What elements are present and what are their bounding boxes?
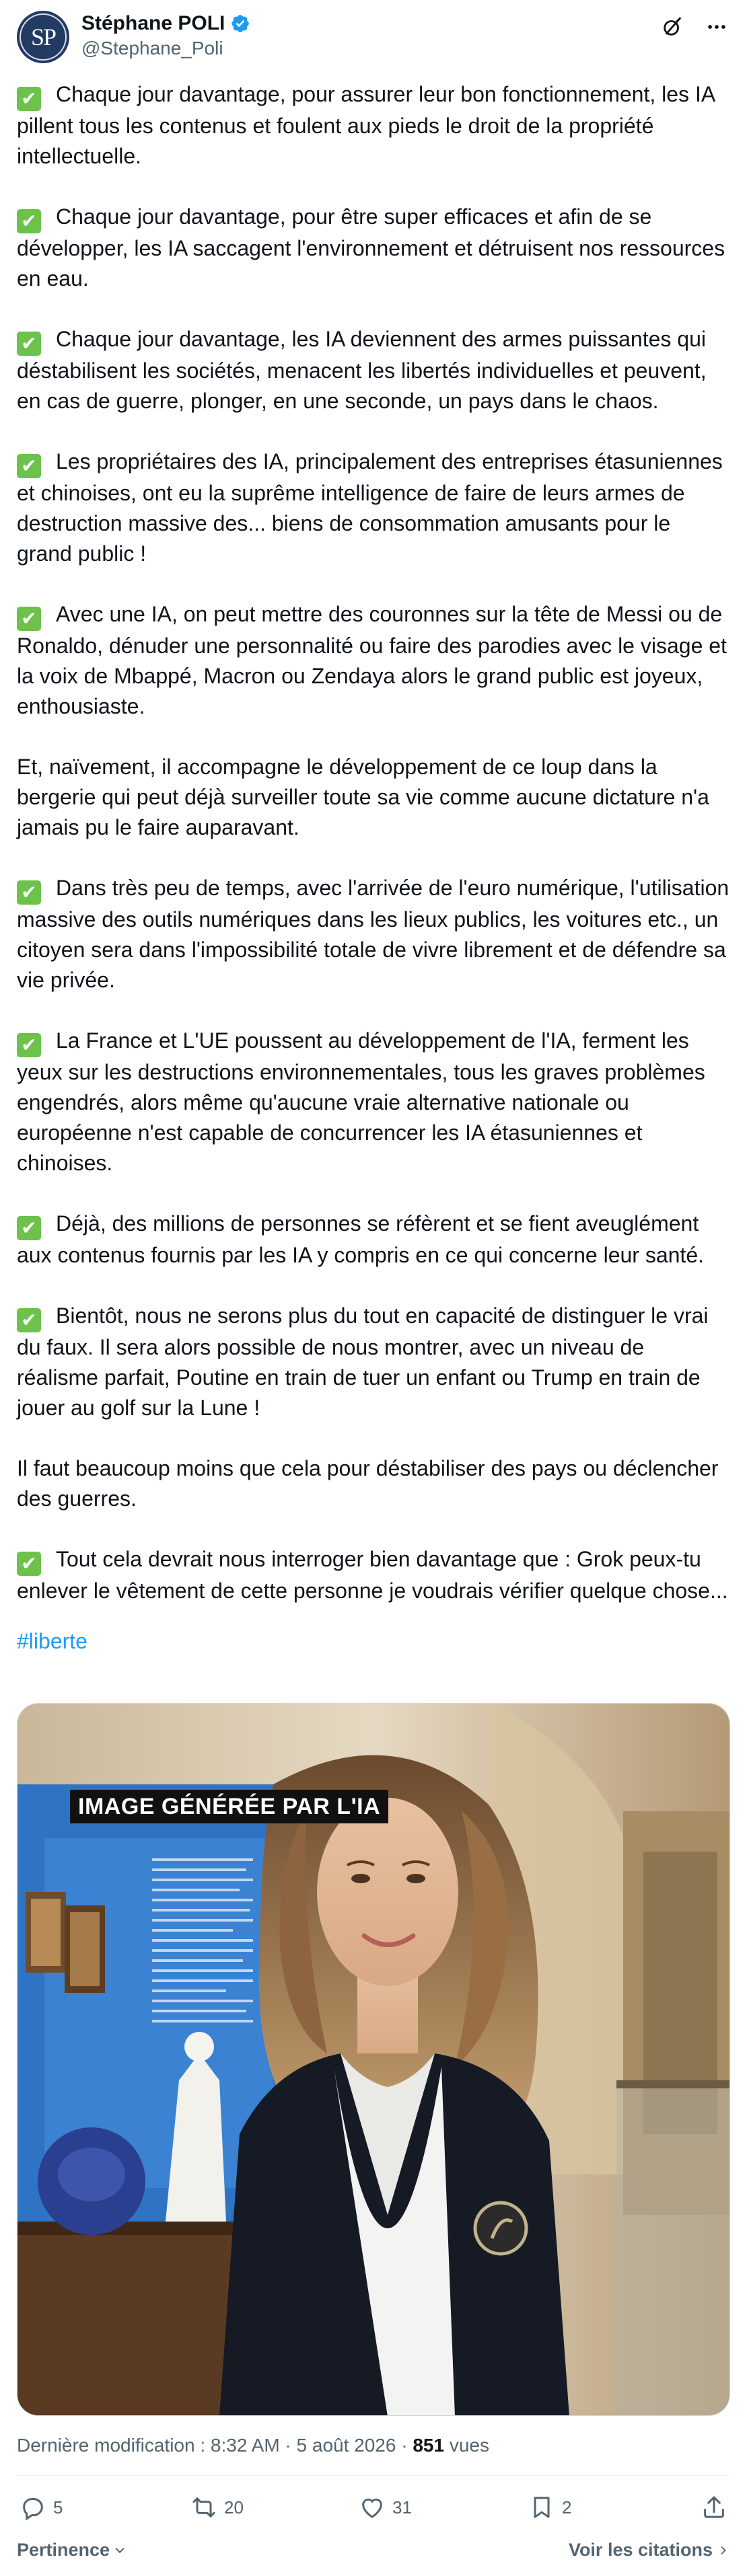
check-mark-icon: ✔ bbox=[17, 454, 41, 478]
hashtag-link[interactable]: #liberte bbox=[17, 1629, 87, 1653]
repost-count: 20 bbox=[224, 2497, 244, 2517]
action-bar bbox=[17, 2494, 730, 2534]
tweet-paragraph bbox=[17, 447, 730, 569]
check-mark-icon: ✔ bbox=[17, 1308, 41, 1332]
reply-button[interactable] bbox=[20, 2494, 63, 2521]
divider-top bbox=[17, 2475, 730, 2476]
chevron-down-icon bbox=[112, 2543, 127, 2558]
more-icon[interactable] bbox=[703, 13, 730, 40]
paragraph-text: Tout cela devrait nous interroger bien davantage que : Grok peux-tu enlever le vêtement de cette personne je voudrais vérifier quelque chose... bbox=[17, 1547, 728, 1603]
paragraph-text: Et, naïvement, il accompagne le développement de ce loup dans la bergerie qui peut déjà surveiller toute sa vie comme aucune dictature n'a jamais pu le faire auparavant. bbox=[17, 755, 709, 839]
paragraph-text: Avec une IA, on peut mettre des couronnes sur la tête de Messi ou de Ronaldo, dénuder une personnalité ou faire des parodies avec le visage et la voix de Mbappé, Macron ou Zendaya alors le grand public est joyeux, enthousiaste. bbox=[17, 602, 727, 718]
sort-label: Pertinence bbox=[17, 2540, 110, 2560]
check-mark-icon: ✔ bbox=[17, 1552, 41, 1576]
meta-separator-2: · bbox=[396, 2435, 413, 2456]
paragraph-text: Chaque jour davantage, pour assurer leur bon fonctionnement, les IA pillent tous les contenus et foulent aux pieds le droit de la propriété intellectuelle. bbox=[17, 82, 715, 168]
check-mark-icon: ✔ bbox=[17, 1216, 41, 1240]
paragraph-text: La France et L'UE poussent au développement de l'IA, ferment les yeux sur les destructions environnementales, tous les graves problèmes engendrés, alors même qu'aucune vraie alternative nationale ou européenne n'est capable de concurrencer les IA étasuniennes et chinoises. bbox=[17, 1028, 705, 1175]
paragraph-text: Il faut beaucoup moins que cela pour déstabiliser des pays ou déclencher des guerres. bbox=[17, 1456, 719, 1511]
author-name-row bbox=[81, 11, 250, 36]
verified-badge-icon[interactable] bbox=[230, 13, 250, 34]
author-block bbox=[81, 11, 250, 61]
check-mark-icon: ✔ bbox=[17, 332, 41, 356]
paragraph-text: Dans très peu de temps, avec l'arrivée de l'euro numérique, l'utilisation massive des outils numériques dans les lieux publics, les voitures etc., un citoyen sera dans l'impossibilité totale de vivre librement et de défendre sa vie privée. bbox=[17, 876, 730, 992]
chevron-right-icon bbox=[717, 2544, 730, 2557]
check-mark-icon: ✔ bbox=[17, 1033, 41, 1057]
header-actions bbox=[659, 13, 730, 40]
tweet-paragraph bbox=[17, 1544, 730, 1606]
paragraph-text: Chaque jour davantage, pour être super efficaces et afin de se développer, les IA saccagent l'environnement et détruisent nos ressources en eau. bbox=[17, 204, 725, 291]
hashtag-row bbox=[17, 1626, 730, 1657]
repost-icon bbox=[190, 2494, 217, 2521]
tweet-paragraph bbox=[17, 1301, 730, 1423]
bookmark-icon bbox=[528, 2494, 555, 2521]
tweet-paragraph bbox=[17, 202, 730, 294]
bookmark-button[interactable] bbox=[528, 2494, 571, 2521]
like-count: 31 bbox=[392, 2497, 412, 2517]
replies-footer bbox=[17, 2540, 730, 2567]
heart-icon bbox=[359, 2494, 386, 2521]
view-quotes-link[interactable] bbox=[569, 2540, 730, 2561]
paragraph-text: Bientôt, nous ne serons plus du tout en capacité de distinguer le vrai du faux. Il sera alors possible de nous montrer, avec un niveau de réalisme parfait, Poutine en train de tuer un enfant ou Trump en train de jouer au golf sur la Lune ! bbox=[17, 1303, 709, 1420]
check-mark-icon: ✔ bbox=[17, 880, 41, 905]
bookmark-count: 2 bbox=[562, 2497, 572, 2517]
share-icon bbox=[701, 2494, 727, 2521]
tweet-paragraph bbox=[17, 1209, 730, 1271]
post-time[interactable]: 8:32 AM bbox=[210, 2435, 280, 2456]
grok-icon[interactable] bbox=[659, 13, 686, 40]
reply-icon bbox=[20, 2494, 46, 2521]
meta-separator-1: · bbox=[279, 2435, 297, 2456]
paragraph-text: Les propriétaires des IA, principalement des entreprises étasuniennes et chinoises, ont eu la suprême intelligence de faire de leurs armes de destruction massive des... biens de consommation amusants pour le grand public ! bbox=[17, 449, 723, 566]
repost-button[interactable] bbox=[190, 2494, 244, 2521]
author-display-name[interactable]: Stéphane POLI bbox=[81, 12, 225, 34]
avatar[interactable]: SP bbox=[17, 11, 69, 63]
paragraph-text: Chaque jour davantage, les IA deviennent des armes puissantes qui déstabilisent les sociétés, menacent les libertés individuelles et peuvent, en cas de guerre, plonger, en une seconde, un pays dans le chaos. bbox=[17, 327, 707, 413]
tweet-paragraph bbox=[17, 1026, 730, 1178]
tweet-paragraph bbox=[17, 324, 730, 416]
reply-count: 5 bbox=[53, 2497, 63, 2517]
tweet-paragraph bbox=[17, 599, 730, 722]
like-button[interactable] bbox=[359, 2494, 412, 2521]
quotes-label: Voir les citations bbox=[568, 2540, 713, 2560]
sort-dropdown[interactable] bbox=[17, 2540, 127, 2561]
paragraph-text: Déjà, des millions de personnes se réfèrent et se fient aveuglément aux contenus fournis par les IA y compris en ce qui concerne leur santé. bbox=[17, 1211, 704, 1267]
post-image[interactable] bbox=[17, 1703, 730, 2416]
check-mark-icon: ✔ bbox=[17, 607, 41, 631]
image-caption: IMAGE GÉNÉRÉE PAR L'IA bbox=[70, 1790, 388, 1823]
tweet-paragraph bbox=[17, 1453, 730, 1514]
author-handle[interactable]: @Stephane_Poli bbox=[81, 38, 223, 59]
post-header bbox=[17, 0, 730, 77]
tweet-text bbox=[17, 79, 730, 1636]
tweet-paragraph bbox=[17, 79, 730, 172]
check-mark-icon: ✔ bbox=[17, 209, 41, 233]
share-button[interactable] bbox=[701, 2494, 727, 2521]
post-date[interactable]: 5 août 2026 bbox=[296, 2435, 396, 2456]
views-count[interactable]: 851 bbox=[413, 2435, 445, 2456]
tweet-paragraph bbox=[17, 752, 730, 843]
meta-prefix: Dernière modification : bbox=[17, 2435, 211, 2456]
views-label: vues bbox=[444, 2435, 489, 2456]
tweet-paragraph bbox=[17, 873, 730, 995]
post-meta bbox=[17, 2433, 489, 2458]
check-mark-icon: ✔ bbox=[17, 87, 41, 111]
